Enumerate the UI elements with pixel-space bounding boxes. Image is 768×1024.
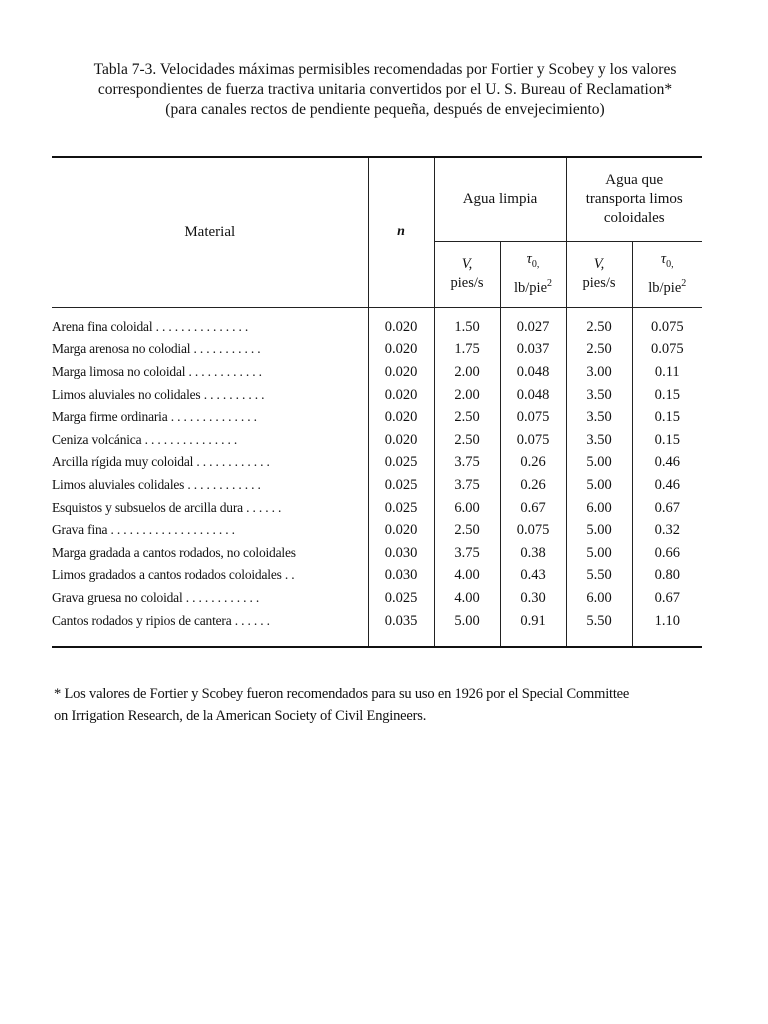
header-tau-clean: $\tau_{0,}$ lb/pie$^2$ (500, 241, 566, 307)
n-cell: 0.020 (368, 316, 434, 339)
velocity-table (52, 156, 702, 648)
tau-clean-cell: 0.30 (500, 587, 566, 610)
material-cell (52, 428, 368, 451)
table-row (52, 383, 702, 406)
velocity-clean-cell: 3.75 (434, 474, 500, 497)
n-cell: 0.025 (368, 496, 434, 519)
velocity-clean-cell: 1.50 (434, 316, 500, 339)
leader-dots: .. (284, 567, 298, 583)
tau-clean-cell: 0.43 (500, 564, 566, 587)
tau-clean-cell: 0.027 (500, 316, 566, 339)
tau-silt-cell: 0.15 (632, 406, 702, 429)
n-cell: 0.030 (368, 541, 434, 564)
n-cell: 0.020 (368, 428, 434, 451)
tau-silt-cell: 0.67 (632, 587, 702, 610)
velocity-clean-cell: 1.75 (434, 338, 500, 361)
table-row (52, 564, 702, 587)
leader-dots: ............ (196, 454, 273, 470)
tau-silt-cell: 1.10 (632, 609, 702, 632)
material-label: Esquistos y subsuelos de arcilla dura (52, 499, 243, 515)
material-cell (52, 496, 368, 519)
tau-silt-cell: 0.46 (632, 474, 702, 497)
header-v-silt: V, pies/s (566, 241, 632, 307)
material-cell (52, 338, 368, 361)
footnote-line-1: * Los valores de Fortier y Scobey fueron recomendados para su uso en 1926 por el Special Committee (54, 686, 630, 702)
velocity-clean-cell: 2.00 (434, 361, 500, 384)
footnote (54, 683, 714, 727)
material-label: Limos gradados a cantos rodados coloidales (52, 567, 282, 583)
table-row (52, 519, 702, 542)
tau-clean-cell: 0.38 (500, 541, 566, 564)
caption-line-1: Tabla 7-3. Velocidades máximas permisibles recomendadas por Fortier y Scobey y los valores (93, 61, 677, 78)
material-cell (52, 609, 368, 632)
velocity-clean-cell: 3.75 (434, 541, 500, 564)
table-row (52, 316, 702, 339)
n-cell: 0.020 (368, 338, 434, 361)
material-cell (52, 519, 368, 542)
velocity-silt-cell: 2.50 (566, 316, 632, 339)
material-label: Arena fina coloidal (52, 318, 153, 334)
material-cell (52, 316, 368, 339)
velocity-clean-cell: 4.00 (434, 587, 500, 610)
material-cell (52, 406, 368, 429)
velocity-silt-cell: 5.00 (566, 519, 632, 542)
tau-clean-cell: 0.075 (500, 519, 566, 542)
tau-clean-cell: 0.037 (500, 338, 566, 361)
material-cell (52, 383, 368, 406)
velocity-silt-cell: 5.50 (566, 564, 632, 587)
n-cell: 0.020 (368, 406, 434, 429)
tau-clean-cell: 0.91 (500, 609, 566, 632)
leader-dots: ............ (187, 476, 264, 492)
velocity-silt-cell: 3.50 (566, 406, 632, 429)
velocity-silt-cell: 6.00 (566, 587, 632, 610)
velocity-silt-cell: 5.00 (566, 451, 632, 474)
velocity-clean-cell: 2.50 (434, 428, 500, 451)
table-row (52, 587, 702, 610)
leader-dots: .............. (170, 409, 260, 425)
material-label: Grava fina (52, 522, 108, 538)
table-row (52, 474, 702, 497)
tau-silt-cell: 0.075 (632, 338, 702, 361)
velocity-clean-cell: 2.00 (434, 383, 500, 406)
tau-silt-cell: 0.15 (632, 428, 702, 451)
velocity-clean-cell: 2.50 (434, 519, 500, 542)
velocity-silt-cell: 6.00 (566, 496, 632, 519)
n-cell: 0.030 (368, 564, 434, 587)
leader-dots: ...... (246, 499, 285, 515)
material-label: Cantos rodados y ripios de cantera (52, 612, 232, 628)
leader-dots: ...... (234, 612, 273, 628)
table-row (52, 541, 702, 564)
n-cell: 0.020 (368, 361, 434, 384)
material-cell (52, 361, 368, 384)
table-row (52, 361, 702, 384)
leader-dots: ............ (188, 363, 265, 379)
velocity-silt-cell: 3.00 (566, 361, 632, 384)
material-label: Limos aluviales colidales (52, 476, 185, 492)
tau-silt-cell: 0.66 (632, 541, 702, 564)
leader-dots: .......... (203, 386, 268, 402)
material-label: Grava gruesa no coloidal (52, 589, 183, 605)
velocity-clean-cell: 3.75 (434, 451, 500, 474)
table-row (52, 496, 702, 519)
material-cell (52, 541, 368, 564)
material-label: Limos aluviales no colidales (52, 386, 201, 402)
velocity-clean-cell: 4.00 (434, 564, 500, 587)
material-label: Marga limosa no coloidal (52, 363, 186, 379)
tau-silt-cell: 0.075 (632, 316, 702, 339)
velocity-silt-cell: 3.50 (566, 383, 632, 406)
velocity-silt-cell: 3.50 (566, 428, 632, 451)
velocity-clean-cell: 6.00 (434, 496, 500, 519)
material-label: Marga firme ordinaria (52, 409, 168, 425)
leader-dots: ............... (155, 318, 252, 334)
velocity-clean-cell: 5.00 (434, 609, 500, 632)
header-clean-water: Agua limpia (434, 157, 566, 241)
velocity-clean-cell: 2.50 (434, 406, 500, 429)
n-cell: 0.020 (368, 519, 434, 542)
tau-clean-cell: 0.26 (500, 474, 566, 497)
tau-silt-cell: 0.80 (632, 564, 702, 587)
tau-clean-cell: 0.26 (500, 451, 566, 474)
header-silt-water: Agua que transporta limos coloidales (566, 157, 702, 241)
leader-dots: ............... (144, 431, 241, 447)
header-material: Material (184, 223, 236, 240)
velocity-silt-cell: 5.00 (566, 474, 632, 497)
material-label: Ceniza volcánica (52, 431, 142, 447)
n-cell: 0.020 (368, 383, 434, 406)
tau-silt-cell: 0.46 (632, 451, 702, 474)
tau-silt-cell: 0.67 (632, 496, 702, 519)
tau-silt-cell: 0.11 (632, 361, 702, 384)
table-row (52, 609, 702, 632)
table-row (52, 338, 702, 361)
tau-clean-cell: 0.075 (500, 428, 566, 451)
n-cell: 0.025 (368, 451, 434, 474)
material-label: Marga arenosa no colodial (52, 341, 191, 357)
n-cell: 0.025 (368, 474, 434, 497)
material-cell (52, 474, 368, 497)
table-row (52, 451, 702, 474)
n-cell: 0.025 (368, 587, 434, 610)
tau-silt-cell: 0.15 (632, 383, 702, 406)
tau-clean-cell: 0.048 (500, 383, 566, 406)
header-tau-silt: $\tau_{0,}$ lb/pie$^2$ (632, 241, 702, 307)
velocity-silt-cell: 2.50 (566, 338, 632, 361)
header-v-clean: V, pies/s (434, 241, 500, 307)
caption-line-2: correspondientes de fuerza tractiva unitaria convertidos por el U. S. Bureau of Reclamation* (97, 81, 673, 98)
tau-clean-cell: 0.075 (500, 406, 566, 429)
table-row (52, 406, 702, 429)
material-cell (52, 451, 368, 474)
velocity-silt-cell: 5.50 (566, 609, 632, 632)
table-caption (40, 60, 730, 120)
material-label: Arcilla rígida muy coloidal (52, 454, 194, 470)
table-row (52, 428, 702, 451)
leader-dots: .................... (110, 522, 239, 538)
footnote-line-2: on Irrigation Research, de la American Society of Civil Engineers. (54, 708, 427, 724)
n-cell: 0.035 (368, 609, 434, 632)
leader-dots: ........... (193, 341, 264, 357)
leader-dots: ............ (185, 589, 263, 605)
tau-clean-cell: 0.048 (500, 361, 566, 384)
caption-line-3: (para canales rectos de pendiente pequeña, después de envejecimiento) (165, 101, 605, 118)
material-cell (52, 564, 368, 587)
header-n: n (368, 157, 434, 307)
tau-clean-cell: 0.67 (500, 496, 566, 519)
tau-silt-cell: 0.32 (632, 519, 702, 542)
velocity-silt-cell: 5.00 (566, 541, 632, 564)
material-label: Marga gradada a cantos rodados, no coloidales (52, 544, 296, 560)
material-cell (52, 587, 368, 610)
